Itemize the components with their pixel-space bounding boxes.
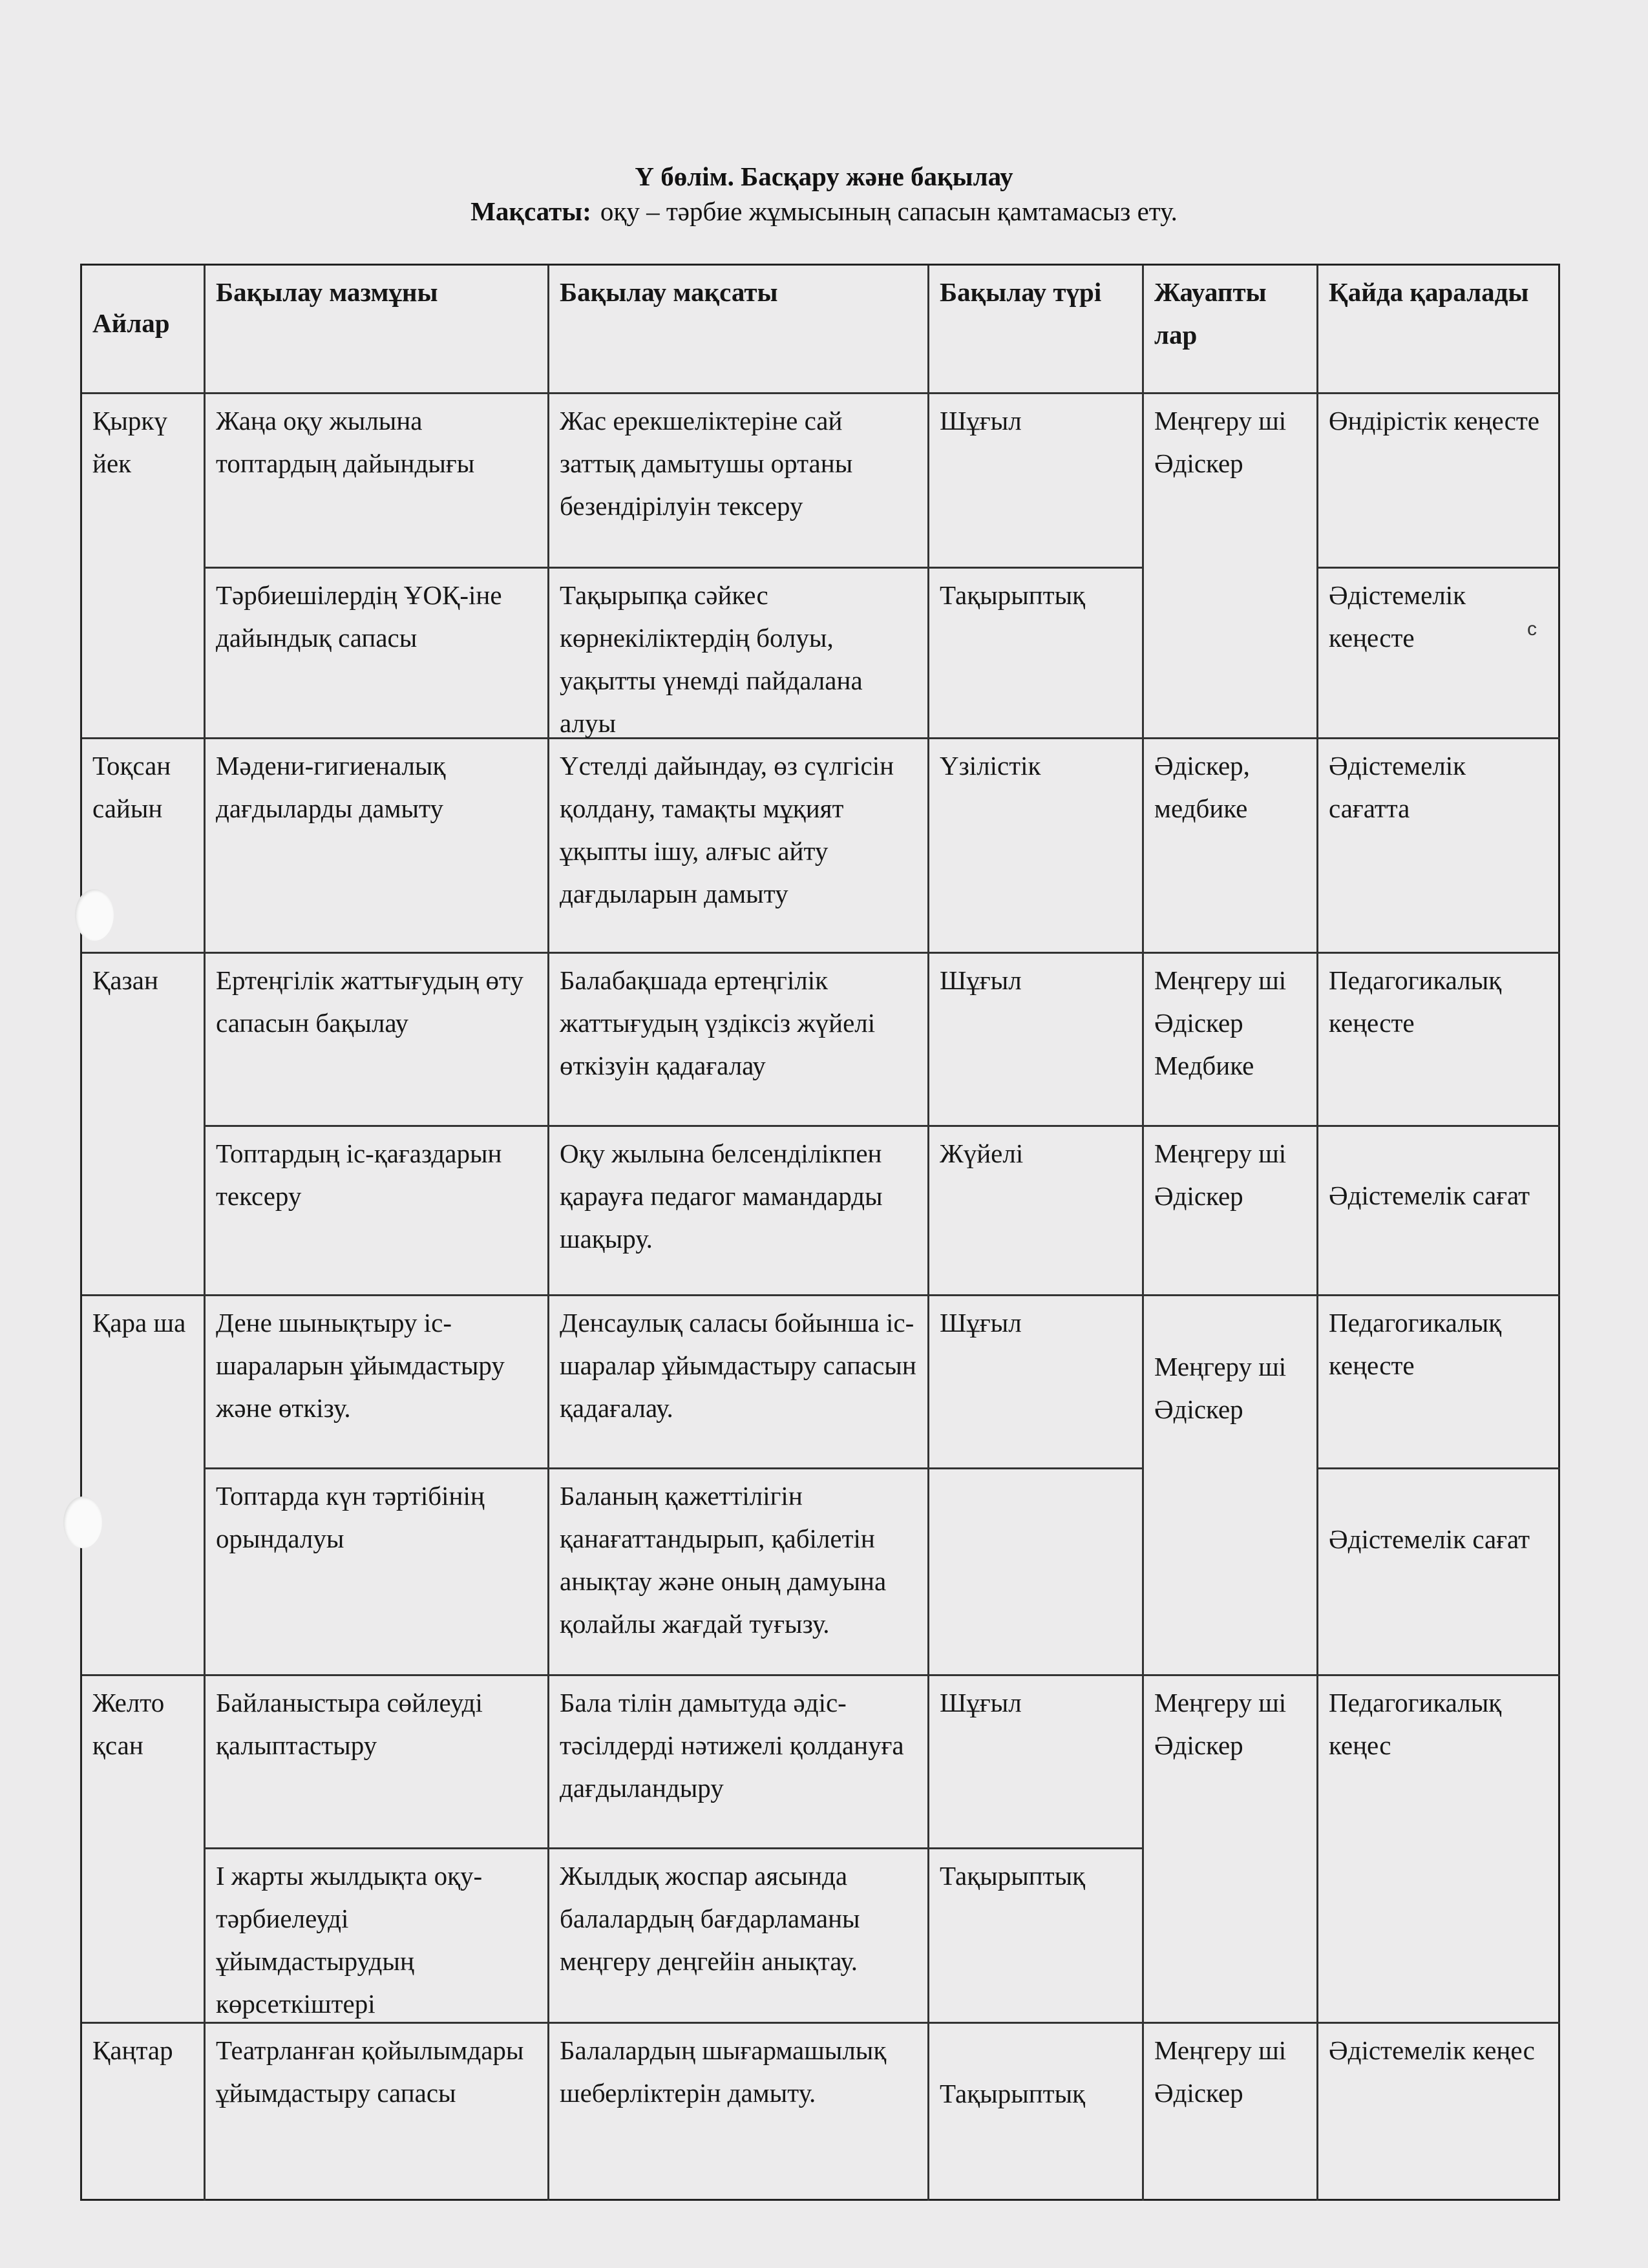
header-months: Айлар — [92, 308, 170, 338]
where-cell: Педагогикалық кеңес — [1329, 1688, 1502, 1760]
responsible-cell: Меңгеру ші Әдіскер — [1154, 1352, 1287, 1424]
content-cell: Топтарда күн тәртібінің орындалуы — [216, 1481, 485, 1553]
responsible-cell: Меңгеру ші Әдіскер — [1154, 1688, 1287, 1760]
header-goal: Бақылау мақсаты — [560, 277, 778, 307]
content-cell: Жаңа оқу жылына топтардың дайындығы — [216, 406, 475, 478]
goal-cell: Үстелді дайындау, өз сүлгісін қолдану, тамақты мұқият ұқыпты ішу, алғыс айту дағдыларын дамыту — [560, 751, 894, 908]
responsible-cell: Меңгеру ші Әдіскер — [1154, 2035, 1287, 2108]
goal-cell: Жас ерекшеліктеріне сай заттық дамытушы ортаны безендірілуін тексеру — [560, 406, 853, 521]
responsible-cell: Меңгеру ші Әдіскер — [1154, 406, 1287, 478]
where-cell: Әдістемелік сағат — [1329, 1524, 1530, 1554]
control-table — [80, 264, 1560, 2201]
type-cell: Шұғыл — [940, 1688, 1022, 1717]
month-cell: Қаңтар — [92, 2035, 173, 2065]
responsible-cell: Әдіскер, медбике — [1154, 751, 1250, 823]
responsible-cell: Меңгеру ші Әдіскер — [1154, 1139, 1287, 1211]
goal-cell: Балалардың шығармашылық шеберліктерін дамыту. — [560, 2035, 887, 2108]
header-type: Бақылау түрі — [940, 277, 1102, 307]
where-cell: Әдістемелік сағатта — [1329, 751, 1466, 823]
where-cell: Әдістемелік кеңесте — [1329, 580, 1466, 653]
type-cell: Тақырыптық — [940, 580, 1086, 610]
type-cell: Жүйелі — [940, 1139, 1024, 1168]
punch-hole — [63, 1496, 102, 1548]
type-cell: Тақырыптық — [940, 2079, 1086, 2108]
content-cell: Топтардың іс-қағаздарын тексеру — [216, 1139, 502, 1211]
content-cell: Театрланған қойылымдары ұйымдастыру сапасы — [216, 2035, 524, 2108]
type-cell: Шұғыл — [940, 965, 1022, 995]
type-cell: Шұғыл — [940, 1308, 1022, 1338]
goal-cell: Денсаулық саласы бойынша іс-шаралар ұйымдастыру сапасын қадағалау. — [560, 1308, 916, 1423]
goal-cell: Бала тілін дамытуда әдіс-тәсілдерді нәтижелі қолдануға дағдыландыру — [560, 1688, 904, 1803]
month-cell: Қара ша — [92, 1308, 186, 1338]
responsible-cell: Меңгеру ші Әдіскер Медбике — [1154, 965, 1287, 1080]
goal-label: Мақсаты: — [470, 196, 591, 226]
header-where: Қайда қаралады — [1329, 277, 1529, 307]
type-cell: Үзілістік — [940, 751, 1041, 781]
goal-line — [0, 195, 1648, 227]
goal-cell: Тақырыпқа сәйкес көрнекіліктердің болуы, уақытты үнемді пайдалана алуы — [560, 580, 863, 738]
content-cell: Ертеңгілік жаттығудың өту сапасын бақылау — [216, 965, 523, 1038]
header-content: Бақылау мазмұны — [216, 277, 438, 307]
where-cell: Әдістемелік сағат — [1329, 1181, 1530, 1210]
grid-line — [927, 266, 929, 2201]
content-cell: Дене шынықтыру іс-шараларын ұйымдастыру және өткізу. — [216, 1308, 505, 1423]
goal-cell: Жылдық жоспар аясында балалардың бағдарламаны меңгеру деңгейін анықтау. — [560, 1861, 860, 1976]
content-cell: Мәдени-гигиеналық дағдыларды дамыту — [216, 751, 446, 823]
grid-line — [1142, 266, 1144, 2201]
type-cell: Тақырыптық — [940, 1861, 1086, 1891]
header-responsible: Жауапты лар — [1154, 277, 1267, 350]
grid-line — [1316, 266, 1318, 2201]
month-cell: Желто қсан — [92, 1688, 165, 1760]
where-cell: Педагогикалық кеңесте — [1329, 1308, 1502, 1380]
goal-cell: Баланың қажеттілігін қанағаттандырып, қабілетін анықтау және оның дамуына қолайлы жағдай туғызу. — [560, 1481, 887, 1639]
content-cell: І жарты жылдықта оқу-тәрбиелеуді ұйымдастырудың көрсеткіштері — [216, 1861, 483, 2019]
month-cell: Қыркү йек — [92, 406, 167, 478]
content-cell: Тәрбиешілердің ҰОҚ-іне дайындық сапасы — [216, 580, 502, 653]
where-cell: Педагогикалық кеңесте — [1329, 965, 1502, 1038]
pen-mark: c — [1527, 618, 1537, 640]
goal-text: оқу – тәрбие жұмысының сапасын қамтамасыз ету. — [600, 196, 1178, 226]
section-title: Ү бөлім. Басқару және бақылау — [635, 162, 1013, 191]
goal-cell: Балабақшада ертеңгілік жаттығудың үздіксіз жүйелі өткізуін қадағалау — [560, 965, 876, 1080]
type-cell: Шұғыл — [940, 406, 1022, 436]
content-cell: Байланыстыра сөйлеуді қалыптастыру — [216, 1688, 483, 1760]
where-cell: Әдістемелік кеңес — [1329, 2035, 1535, 2065]
punch-hole — [75, 889, 114, 941]
goal-cell: Оқу жылына белсенділікпен қарауға педагог мамандарды шақыру. — [560, 1139, 883, 1254]
month-cell: Қазан — [92, 965, 158, 995]
grid-line — [1316, 1467, 1560, 1469]
month-cell: Тоқсан сайын — [92, 751, 171, 823]
where-cell: Өндірістік кеңесте — [1329, 406, 1539, 436]
